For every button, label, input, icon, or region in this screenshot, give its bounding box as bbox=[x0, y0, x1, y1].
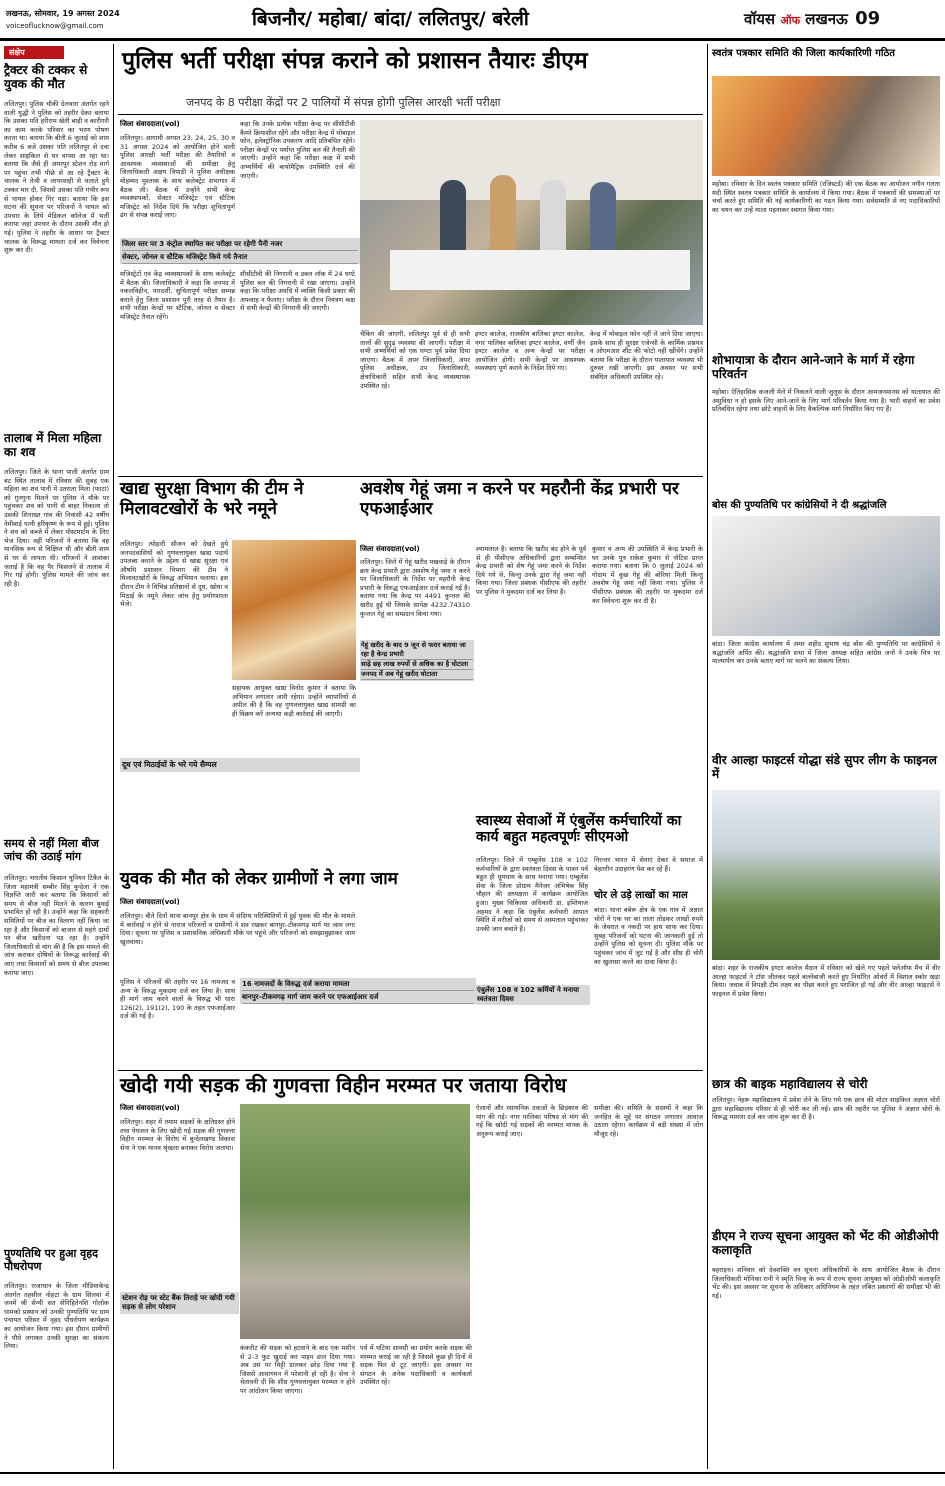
left-story1-headline: ट्रैक्टर की टक्कर से युवक की मौत bbox=[4, 63, 88, 91]
road-body3: पर्व में घटिया सामग्री का प्रयोग करके सड़क की मरम्मत कराई जा रही है जिससे कुछ ही दिनों में सड़क फिर से टूट जाएगी। इस अवसर पर संगठन के अनेक पदाधिकारी व कार्यकर्ता उपस्थित रहे। bbox=[360, 1344, 472, 1387]
wheat-bullet-2: साढ़े छह लाख रुपयों से अधिक का है घोटाला bbox=[361, 660, 473, 670]
left-story2-body: ललितपुर। जिले के थाना पाली अंतर्गत ग्राम बंट स्थित तालाब में रविवार की सुबह एक महिला का शव पानी में उतराता मिला (फाटा) को गुनगुना मिलने पर पुलिस ने मौके पर पहुंचकर शव को पानी से बाहर निकाला तो उसकी शिनाख्त गांव की निवासी 42 वर्षीय नेमीबाई पत्नी हरिकृष्ण के रूप में हुई। पुलिस ने शव को कब्जे में लेकर पोस्टमार्टम के लिए भेज दिया। वहीं परिजनों ने बताया कि वह मानसिक रूप से विक्षिप्त थी और बीती शाम से घर से लापता थी। परिजनों ने आशंका जताई है कि वह पैर फिसलने से तालाब में गिर गई होगी। पुलिस मामले की जांच कर रही है। bbox=[4, 468, 109, 588]
main-photo-table bbox=[390, 250, 690, 290]
health-headline: स्वास्थ्य सेवाओं में एंबुलेंस कर्मचारियों का कार्य बहुत महत्वपूर्णः सीएमओ bbox=[476, 813, 682, 846]
youth-bullet-1: 16 नामजदों के विरुद्ध दर्ज कराया मामला bbox=[242, 978, 474, 991]
youth-byline: जिला संवाददाता(vol) bbox=[120, 898, 180, 906]
main-col5: केन्द्र में मोबाइल फोन नहीं ले जाने दिया जाएगा। इसके साथ ही सुरक्षा एजेन्सी के कार्मिक प्रश्नपत्र व ओएमआर शीट की फोटो नहीं खींचेंगे। उन्होंने बताया कि परीक्षा के दौरान यातायात व्यवस्था भी दुरुस्त रखी जाएगी। इस अवसर पर सभी संबंधित अधिकारी उपस्थित रहे। bbox=[590, 330, 703, 381]
health-body: ललितपुर। जिले में एम्बुलेंस 108 व 102 कर्मचारियों के द्वारा स्वतंत्रता दिवस के पावन पर्व बहुत ही धूमधाम के साथ मनाया गया। एम्बुलेंस सेवा के जिला प्रोग्राम मैनेजर अभिषेक सिंह चौहान की अध्यक्षता में कार्यक्रम आयोजित हुआ। मुख्य चिकित्सा अधिकारी डा. इम्तियाज अहमद ने कहा कि एंबुलेंस कर्मचारी आपात स्थिति में मरीजों को समय से अस्पताल पहुंचाकर उनकी जान बचाते हैं। bbox=[476, 856, 588, 933]
wheat-bullet-1: गेहूं खरीद के बाद 9 जून से फरार बताया जा रहा है केन्द्र प्रभारी bbox=[361, 641, 473, 660]
youth-bullets bbox=[240, 978, 476, 1004]
left-story2-headline: तालाब में मिला महिला का शव bbox=[4, 431, 102, 459]
paper-name bbox=[744, 8, 880, 29]
road-body4: ऐलानों और रसायनिक दवाओं के छिड़काव की मांग की गई। नगर पालिका परिषद से मांग की गई कि खोदी गई सड़कों की मरम्मत मानक के अनुरूप कराई जाए। bbox=[476, 1104, 588, 1138]
right-story1-body: महोबा। रविवार के दिन स्वतंत्र पत्रकार समिति (रजिस्टर्ड) की एक बैठक का आयोजन नगीन गलता मंदी स्थित स्वतंत्र पत्रकार समिति के कार्यालय में किया गया। बैठक में पत्रकारों की समस्याओं पर चर्चा करते हुए समिति की नई कार्यकारिणी का गठन किया गया। सर्वसम्मति से नए पदाधिकारियों का चयन कर उन्हें माला पहनाकर स्वागत किया गया। bbox=[712, 180, 940, 214]
left-story1-body: ललितपुर। पुलिस चौकी देलवारा अंतर्गत रहने वाली युद्धी ने पुलिस को तहरीर देकर बताया कि उसका पति हरीराम खेती बाड़ी व कारीगरी का काम करके परिवार का भरण पोषण करता था। बताया कि बीती 6 जुलाई को शाम करीब 6 बजे उसका पति ललितपुर से दवा लेकर साइकिल से घर वापस आ रहा था। बताया कि जैसे ही अमरपुर स्टेशन रोड़ मार्ग पर पहुंचा तभी पीछे से आ रहे ट्रैक्टर के चालक ने तेजी व लापरवाही से चलाते हुये टक्कर मार दी, जिससे उसका पति गंभीर रूप से घायल होकर गिर पड़ा। बताया कि इस घटना की सूचना पर परिजनों ने घायल को उपचार के लिये मेडिकल कॉलेज में भर्ती कराया जहां उपचार के दौरान उसकी मौत हो गई। पुलिस ने तहरीर के आधार पर ट्रैक्टर चालक के विरूद्ध मामला दर्ज कर विवेचना शुरू कर दी। bbox=[4, 100, 109, 255]
road-headline: खोदी गयी सड़क की गुणवत्ता विहीन मरम्मत पर जताया विरोध bbox=[120, 1073, 567, 1097]
right-story2-body: महोबा। ऐतिहासिक कजली मेले में निकलने वाली जुलूस के दौरान आमजनमानस को यातायात की असुविधा न हो इसके लिए आने-जाने के लिए मार्ग परिवर्तन किया गया है। भारी वाहनों का प्रवेश प्रतिबंधित रहेगा तथा छोटे वाहनों के लिए वैकल्पिक मार्ग निर्धारित किए गए हैं। bbox=[712, 388, 940, 414]
wheat-bullet-3: जनपद में अब गेहूं खरीद घोटाला bbox=[361, 670, 473, 680]
paper-name-c: लखनऊ bbox=[805, 10, 848, 28]
paper-name-a: वॉयस bbox=[744, 10, 776, 28]
right-story6-headline: डीएम ने राज्य सूचना आयुक्त को भेंट की ओडीओपी कलाकृति bbox=[712, 1229, 939, 1257]
masthead bbox=[0, 0, 945, 40]
main-bullet-2: सेक्टर, जोनल व स्टैटिक मजिस्ट्रेट किये गये तैनात bbox=[122, 251, 358, 264]
main-byline: जिला संवाददाता(vol) bbox=[120, 120, 180, 128]
road-body5: समीक्षा की। समिति के सदस्यों ने कहा कि जनहित के मुद्दे पर संगठन लगातार आवाज उठाता रहेगा। कार्यक्रम में बड़ी संख्या में लोग मौजूद रहे। bbox=[594, 1104, 703, 1138]
section-title: बिजनौर/ महोबा/ बांदा/ ललितपुर/ बरेली bbox=[252, 8, 529, 30]
right-story5-headline: छात्र की बाइक महाविद्यालय से चोरी bbox=[712, 1077, 868, 1091]
main-photo-figure-4 bbox=[590, 182, 616, 250]
masthead-date: लखनऊ, सोमवार, 19 अगस्त 2024 bbox=[6, 9, 120, 18]
right-story1-headline: स्वतंत्र पत्रकार समिति की जिला कार्यकारिणी गठित bbox=[712, 48, 895, 59]
brief-label-text: संक्षेप bbox=[9, 48, 25, 57]
road-bullet: स्टेशन रोड़ पर स्टेट बैंक तिराहे पर खोदी गयी सड़क से लोग परेशान bbox=[120, 1292, 239, 1314]
masthead-rule bbox=[0, 38, 945, 41]
food-body: ललितपुर। त्योहारी सीजन को देखते हुये जनपदवासियों को गुणवत्तायुक्त खाद्य पदार्थ उपलब्ध कराने के उद्देश्य से खाद्य सुरक्षा एवं औषधि प्रशासन विभाग की टीम ने मिलावटखोरों के विरुद्ध अभियान चलाया। इस दौरान टीम ने विभिन्न प्रतिष्ठानों से दूध, खोया व मिठाई के नमूने लेकर जांच हेतु प्रयोगशाला भेजे। bbox=[120, 540, 228, 609]
main-photo-figure-2 bbox=[490, 175, 516, 250]
food-headline: खाद्य सुरक्षा विभाग की टीम ने मिलावटखोरों के भरे नमूने bbox=[120, 479, 304, 519]
youth-body: ललितपुर। बीते दिनों थाना बानपुर क्षेत्र के ग्राम में संदिग्ध परिस्थितियों में हुई युवक की मौत के मामले में कार्रवाई न होने से नाराज परिजनों व ग्रामीणों ने शव रखकर बानपुर–टीकमगढ़ मार्ग पर जाम लगा दिया। सूचना पर पुलिस व प्रशासनिक अधिकारी मौके पर पहुंचे और परिजनों को समझाबुझाकर जाम खुलवाया। bbox=[120, 912, 355, 946]
road-byline: जिला संवाददाता(vol) bbox=[120, 1104, 180, 1112]
main-photo-figure-3 bbox=[540, 180, 566, 250]
road-body: ललितपुर। शहर में तमाम सड़कों के क्षतिग्रस्त होने तथा पेयजल के लिए खोदी गई सड़क की गुणवत्ता विहीन मरम्मत के विरोध में बुन्देलखण्ड विकास सेना ने एक मानव श्रृंखला बनाकर विरोध जताया। bbox=[120, 1118, 235, 1152]
right-story6-body: बहराइच। शनिवार को देवशक्ति वन सूचना अधिकारियों के साथ आयोजित बैठक के दौरान जिलाधिकारी मोनिका रानी ने स्मृति चिन्ह के रूप में राज्य सूचना आयुक्त को ओडीओपी कलाकृति भेंट की। इस अवसर पर सूचना के अधिकार अधिनियम के तहत लंबित प्रकरणों की समीक्षा भी की गई। bbox=[712, 1266, 940, 1300]
right-story3-headline: बोस की पुण्यतिथि पर कांग्रेसियों ने दी श्रद्धांजलि bbox=[712, 500, 887, 511]
page-number: 09 bbox=[855, 8, 881, 29]
main-col2b: सीसीटीवी की निगरानी व डबल लॉक में 24 घण्टे पुलिस बल की निगरानी में रखा जाएगा। उन्होंने कहा कि परीक्षा अवधि में व्यक्ति किसी प्रकार की अफवाह न फैलाए। परीक्षा के दौरान नियंत्रण कक्ष से सभी केन्द्रों की निगरानी की जाएगी। bbox=[240, 270, 355, 313]
health-bullet: एंबुलेंस 108 व 102 कर्मियों ने मनाया स्वतंत्रता दिवस bbox=[476, 985, 590, 1005]
road-top-rule bbox=[118, 1070, 703, 1071]
youth-bullet-2: बानपुर–टीकमगढ़ मार्ग जाम करने पर एफआईआर दर्ज bbox=[242, 991, 474, 1004]
right-story4-body: बांदा। शहर के राजकीय इण्टर कालेज मैदान में रविवार को खेले गए पहले फ्लेऑफ मैच में वीर आल्हा फाइटर्स ने टॉस जीतकर पहले बल्लेबाजी करते हुए निर्धारित ओवरों में विशाल स्कोर खड़ा किया। जवाब में विपक्षी टीम लक्ष्य का पीछा करते हुए पराजित हो गई और वीर आल्हा फाइटर्स ने फाइनल में प्रवेश किया। bbox=[712, 964, 940, 998]
main-headline: पुलिस भर्ती परीक्षा संपन्न कराने को प्रशासन तैयारः डीएम bbox=[122, 48, 588, 74]
main-bottom-rule bbox=[118, 476, 703, 477]
main-subheadline: जनपद के 8 परीक्षा केंद्रों पर 2 पालियों में संपन्न होगी पुलिस आरक्षी भर्ती परीक्षा bbox=[186, 96, 501, 109]
wheat-body3: कुमार व अन्य की उपस्थिति में केन्द्र प्रभारी के घर उनके पुत्र राकेश कुमार से नोटिस प्राप्त कराया गया। बताया कि 0 जुलाई 2024 को गोदाम में कुछ गेहूं की बोरियां मिली किन्तु अवशेष गेहूं जमा नहीं किया गया। पुलिस ने पीसीएफ प्रबंधक की तहरीर पर मुकदमा दर्ज कर विवेचना शुरू कर दी है। bbox=[592, 545, 703, 605]
wheat-bullets bbox=[360, 640, 474, 681]
wheat-body2: श्यामलाल है। बताया कि खरीद बंद होने के पूर्व से ही पीसीएफ अधिकारियों द्वारा सम्बन्धित केन्द्र प्रभारी को शेष गेहूं जमा करने के निर्देश दिये गये थे, किन्तु उनके द्वारा गेहूं जमा नहीं किया गया। जिला प्रबंधक पीसीएफ की तहरीर पर पुलिस ने मुकदमा दर्ज कर लिया है। bbox=[476, 545, 586, 596]
right-story1-photo bbox=[712, 76, 940, 176]
left-story3-headline: समय से नहीं मिला बीज जांच की उठाई मांग bbox=[4, 837, 99, 863]
right-story4-photo bbox=[712, 790, 940, 960]
youth-body2: पुलिस ने परिजनों की तहरीर पर 16 नामजद व अन्य के विरुद्ध मुकदमा दर्ज कर लिया है। साथ ही मार्ग जाम करने वालों के विरुद्ध भी धारा 126(2), 191(2), 190 के तहत एफआईआर दर्ज की गई है। bbox=[120, 978, 235, 1021]
main-col1b: मजिस्ट्रेटों एवं केंद्र व्यवस्थापकों के साथ कलेक्ट्रेट में बैठक की। जिलाधिकारी ने कहा कि जनपद में नकलविहीन, पारदर्शी, सुचितापूर्ण परीक्षा सम्पन्न कराने हेतु जिला प्रशासन पूरी तरह से तैयार है। सभी परीक्षा केन्द्रों पर स्टैटिक, जोनल व सेक्टर मजिस्ट्रेट तैनात रहेंगे। bbox=[120, 270, 235, 321]
left-story4-body: ललितपुर। राजाधान के जिला मीडियाकेन्द्र अंतर्गत तहसील नोहटा के ग्राम सिलवां में जनमें श्री सेन्यी सत सेनिहितेनशि गोलोक धामको प्रस्थान को उनकी पुण्यतिथि पर ग्राम पंचायत परिसर में वृहद पौधरोपण कार्यक्रम का आयोजन किया गया। इस दौरान ग्रामीणों ने पौधे लगाकर उनकी सुरक्षा का संकल्प लिया। bbox=[4, 1282, 109, 1351]
wheat-body: ललितपुर। जिले में गेहूं खरीद पखवाड़े के दौरान क्रय केन्द्र प्रभारी द्वारा अवशेष गेहूं जमा न करने पर जिलाधिकारी के निर्देश पर महरौनी केन्द्र प्रभारी के विरुद्ध एफआईआर दर्ज कराई गई है। बताया गया कि केन्द्र पर 4491 कुन्तल की खरीद हुई थी जिसके सापेक्ष 4232.74310 कुन्तल गेहूं का सम्प्रदान किया गया। bbox=[360, 558, 470, 618]
road-photo bbox=[240, 1104, 470, 1339]
main-photo-figure-1 bbox=[440, 180, 466, 250]
wheat-byline: जिला संवाददाता(vol) bbox=[360, 545, 420, 553]
health-sub-headline: चोर ले उड़े लाखों का माल bbox=[594, 890, 688, 901]
main-bullet-1: जिला स्तर पर 3 कंट्रोल स्थापित कर परीक्षा पर रहेगी पैनी नजर bbox=[122, 238, 358, 251]
main-col3: चैकिंग की जाएगी, ललितपुर पूर्व से ही सभी तालों की सुदृढ़ व्यवस्था की जाएगी। परीक्षा में सभी अभ्यर्थियों को एक घण्टा पूर्व प्रवेश दिया जाएगा। बैठक में अपर जिलाधिकारी, अपर पुलिस अधीक्षक, उप जिलाधिकारी, क्षेत्राधिकारी सहित सभी केन्द्र व्यवस्थापक उपस्थित रहे। bbox=[360, 330, 470, 390]
masthead-email: voiceoflucknow@gmail.com bbox=[6, 22, 104, 30]
page-bottom-rule bbox=[0, 1472, 945, 1474]
main-sub-rule bbox=[118, 114, 703, 115]
main-bullets bbox=[120, 238, 360, 264]
main-photo bbox=[360, 120, 703, 325]
health-sub-body: बांदा। थाना बबेरू क्षेत्र के एक गांव में अज्ञात चोरों ने एक घर का ताला तोड़कर लाखों रुपये के जेवरात व नकदी पर हाथ साफ कर दिया। सुबह परिजनों को घटना की जानकारी हुई तो उन्होंने पुलिस को सूचना दी। पुलिस मौके पर पहुंचकर जांच में जुट गई है और शीघ्र ही चोरी का खुलासा करने का दावा किया है। bbox=[594, 906, 703, 966]
food-bullet: दूध एवं मिठाईयों के भरे गये सैम्पल bbox=[120, 758, 360, 772]
main-col1: ललितपुर। आगामी अगस्त 23, 24, 25, 30 व 31 अगस्त 2024 को आयोजित होने वाली पुलिस आरक्षी भर्ती परीक्षा की तैयारियों व आवश्यक व्यवस्थाओं की समीक्षा हेतु जिलाधिकारी अक्षय त्रिपाठी ने पुलिस अधीक्षक मोहम्मद मुश्ताक के साथ कलेक्ट्रेट सभागार में बैठक ली। बैठक में उन्होंने सभी केन्द्र व्यवस्थापकों, सेक्टर मजिस्ट्रेट एवं स्टैटिक मजिस्ट्रेट को निर्देश दिये कि परीक्षा शुचितापूर्ण ढंग से संपन्न कराई जाए। bbox=[120, 134, 235, 220]
right-story2-headline: शोभायात्रा के दौरान आने-जाने के मार्ग में रहेगा परिवर्तन bbox=[712, 353, 915, 381]
right-story3-photo bbox=[712, 516, 940, 636]
paper-name-b: ऑफ bbox=[780, 14, 801, 27]
brief-label bbox=[4, 46, 64, 59]
food-photo bbox=[232, 540, 356, 680]
main-photo-wall bbox=[360, 120, 703, 200]
main-col4: इण्टर कालेज, राजकीय बालिका इण्टर कालेज, नगर पालिका बालिका इण्टर कालेज, वर्णी जैन इण्टर कालेज व अन्य केन्द्रों पर परीक्षा आयोजित होगी। सभी केन्द्रों पर आवश्यक व्यवस्थाएं पूर्ण कराने के निर्देश दिये गए। bbox=[475, 330, 585, 373]
youth-headline: युवक की मौत को लेकर ग्रामीणों ने लगा जाम bbox=[120, 869, 398, 889]
left-story3-body: ललितपुर। भारतीय किसान यूनियन टिकैत के जिला महामंत्री सम्बीर सिंह बुन्देला ने एक विज्ञप्ति जारी कर बताया कि किसानों को समय से बीज नहीं मिलने के कारण बुवाई प्रभावित हो रही है। उन्होंने कहा कि सहकारी समितियों पर बीज का वितरण नहीं किया जा रहा है और किसानों को बाजार से महंगे दामों पर बीज खरीदना पड़ रहा है। उन्होंने जिलाधिकारी से मांग की है कि इस मामले की जांच कराकर दोषियों के विरूद्ध कार्रवाई की जाए तथा किसानों को समय से बीज उपलब्ध कराया जाए। bbox=[4, 874, 109, 977]
food-body2: सहायक आयुक्त खाद्य विनोद कुमार ने बताया कि अभियान लगातार जारी रहेगा। उन्होंने व्यापारियों से अपील की है कि वह गुणवत्तायुक्त खाद्य सामग्री का ही विक्रय करें अन्यथा कड़ी कार्रवाई की जाएगी। bbox=[232, 684, 356, 718]
road-body2: कंकरीट की सड़क को हटवाने के बाद एक मशीन से 2-3 फुट खुदाई कर पाइप डाल दिया गया। अब उस पर मिट्टी डालकर छोड़ दिया गया है जिससे आवागमन में परेशानी हो रही है। सेना ने चेतावनी दी कि शीघ्र गुणवत्तायुक्त मरम्मत न होने पर आंदोलन किया जाएगा। bbox=[240, 1344, 355, 1395]
left-story4-headline: पुण्यतिथि पर हुआ वृहद पौधरोपण bbox=[4, 1247, 98, 1273]
health-side-note: निरन्तर भारत में सेवाएं देकर वे समाज में बेहतरीन उदाहरण पेश कर रहे हैं। bbox=[594, 856, 703, 873]
right-story5-body: ललितपुर। नेहरू महाविद्यालय में प्रवेश लेने के लिए गये एक छात्र की मोटर साइकिल अज्ञात चोरों द्वारा महाविद्यालय परिसर से ही चोरी कर ली गई। छात्र की तहरीर पर पुलिस ने अज्ञात चोरों के विरूद्ध मामला दर्ज कर जांच शुरू कर दी है। bbox=[712, 1096, 940, 1122]
column-rule-right bbox=[707, 44, 708, 1469]
column-rule-left bbox=[113, 44, 114, 1469]
right-story3-body: बांदा। जिला कांग्रेस कार्यालय में अमर शहीद सुभाष चंद्र बोस की पुण्यतिथि पर कांग्रेसियों ने श्रद्धांजलि अर्पित की। श्रद्धांजलि सभा में जिला अध्यक्ष सहित कांग्रेस जनों ने उनके चित्र पर माल्यार्पण कर उनके बताए मार्ग पर चलने का संकल्प लिया। bbox=[712, 640, 940, 666]
main-col2: कहा कि उनके प्रत्येक परीक्षा केन्द्र पर सीसीटीवी कैमरे क्रियाशील रहेंगे और परीक्षा केन्द्र में मोबाइल फोन, इलेक्ट्रॉनिक उपकरण आदि प्रतिबंधित रहेंगे। परीक्षा केन्द्रों पर पर्याप्त पुलिस बल की तैनाती की जाएगी। उन्होंने कहा कि परीक्षा कक्ष में सभी अभ्यर्थियों की बायोमैट्रिक उपस्थिति दर्ज की जाएगी। bbox=[240, 120, 355, 180]
wheat-headline: अवशेष गेहूं जमा न करने पर महरौनी केंद्र प्रभारी पर एफआईआर bbox=[360, 479, 679, 519]
right-story4-headline: वीर आल्हा फाइटर्स योद्धा संडे सुपर लीग के फाइनल में bbox=[712, 753, 937, 781]
